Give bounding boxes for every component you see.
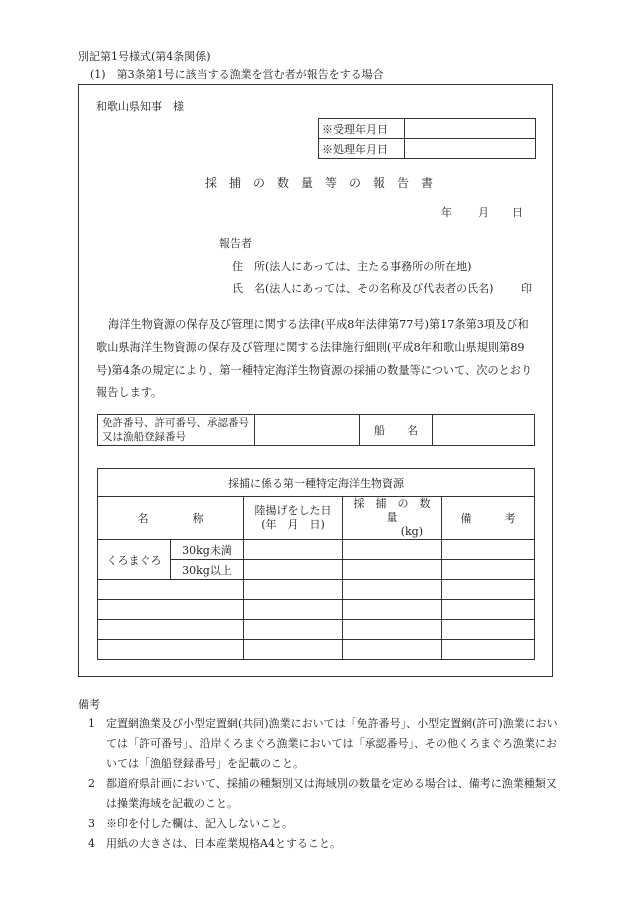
species-name: くろまぐろ	[98, 540, 171, 580]
processed-date-cell[interactable]	[405, 139, 536, 159]
quantity-cell[interactable]	[343, 640, 442, 660]
table-row	[98, 620, 535, 640]
office-use-table	[318, 118, 536, 159]
remarks-cell[interactable]	[442, 580, 535, 600]
year-label: 年	[441, 206, 452, 219]
quantity-header-unit: (kg)	[400, 525, 423, 538]
quantity-cell[interactable]	[343, 540, 442, 560]
landing-date-cell[interactable]	[244, 640, 343, 660]
landing-date-header-label: 陸揚げをした日	[254, 504, 332, 517]
remarks-cell[interactable]	[442, 620, 535, 640]
size-class-under-30kg: 30kg未満	[171, 540, 244, 560]
note-item-4	[88, 834, 558, 854]
remarks-cell[interactable]	[442, 560, 535, 580]
license-number-label: 免許番号、許可番号、承認番号又は漁船登録番号	[98, 415, 255, 446]
ship-name-label: 船 名	[360, 415, 433, 446]
seal-mark: 印	[521, 282, 532, 295]
ship-name-cell[interactable]	[433, 415, 535, 446]
landing-date-header-unit: (年 月 日)	[261, 518, 325, 531]
note-number: 3	[88, 817, 95, 830]
landing-date-cell[interactable]	[244, 580, 343, 600]
addressee: 和歌山県知事 様	[96, 100, 184, 113]
note-text: ※印を付した欄は、記入しないこと。	[106, 817, 293, 830]
document-title: 採 捕 の 数 量 等 の 報 告 書	[205, 176, 434, 190]
license-number-cell[interactable]	[255, 415, 360, 446]
note-number: 4	[88, 837, 95, 850]
report-body-text: 海洋生物資源の保存及び管理に関する法律(平成8年法律第77号)第17条第3項及び和歌山県海洋生物資源の保存及び管理に関する法律施行細則(平成8年和歌山県規則第89号)第4条の規定により、第一種特定海洋生物資源の採捕の数量等について、次のとおり報告します。	[96, 318, 533, 400]
note-item-2	[88, 774, 558, 814]
table-row	[98, 600, 535, 620]
name-cell[interactable]	[98, 620, 244, 640]
section-title: (1) 第3条第1号に該当する漁業を営む者が報告をする場合	[90, 68, 384, 81]
table-row	[98, 540, 535, 560]
quantity-cell[interactable]	[343, 600, 442, 620]
note-number: 2	[88, 777, 95, 790]
day-label: 日	[512, 206, 523, 219]
note-number: 1	[88, 717, 95, 730]
received-date-cell[interactable]	[405, 119, 536, 139]
note-text: 都道府県計画において、採捕の種類別又は海域別の数量を定める場合は、備考に漁業種類又は操業海域を記載のこと。	[106, 777, 557, 810]
name-cell[interactable]	[98, 640, 244, 660]
table-row	[98, 580, 535, 600]
landing-date-cell[interactable]	[244, 540, 343, 560]
license-table	[97, 414, 535, 446]
landing-date-cell[interactable]	[244, 620, 343, 640]
name-cell[interactable]	[98, 600, 244, 620]
name-field-label: 氏 名(法人にあっては、その名称及び代表者の氏名)	[232, 282, 494, 295]
note-item-1	[88, 714, 558, 774]
month-label: 月	[478, 206, 489, 219]
notes-heading: 備考	[78, 698, 100, 711]
name-column-header: 名 称	[98, 497, 244, 540]
remarks-cell[interactable]	[442, 640, 535, 660]
quantity-cell[interactable]	[343, 620, 442, 640]
quantity-cell[interactable]	[343, 560, 442, 580]
landing-date-cell[interactable]	[244, 560, 343, 580]
name-cell[interactable]	[98, 580, 244, 600]
landing-date-cell[interactable]	[244, 600, 343, 620]
quantity-cell[interactable]	[343, 580, 442, 600]
processed-date-label: ※処理年月日	[319, 139, 405, 159]
form-number: 別記第1号様式(第4条関係)	[78, 50, 211, 63]
remarks-header: 備 考	[442, 497, 535, 540]
received-date-label: ※受理年月日	[319, 119, 405, 139]
size-class-over-30kg: 30kg以上	[171, 560, 244, 580]
quantity-header-label: 採 捕 の 数 量	[353, 497, 442, 524]
reporter-label: 報告者	[219, 237, 252, 250]
catch-table	[97, 468, 535, 660]
address-field-label: 住 所(法人にあっては、主たる事務所の所在地)	[232, 260, 472, 273]
landing-date-header	[244, 497, 343, 540]
catch-table-caption: 採捕に係る第一種特定海洋生物資源	[98, 469, 535, 497]
note-text: 定置網漁業及び小型定置網(共同)漁業においては「免許番号」、小型定置網(許可)漁業においては「許可番号」、沿岸くろまぐろ漁業においては「承認番号」、その他くろまぐろ漁業においては「漁船登録番号」を記載のこと。	[106, 717, 558, 770]
note-text: 用紙の大きさは、日本産業規格A4とすること。	[106, 837, 341, 850]
quantity-header	[343, 497, 442, 540]
note-item-3	[88, 814, 558, 834]
remarks-cell[interactable]	[442, 540, 535, 560]
table-row	[98, 640, 535, 660]
remarks-cell[interactable]	[442, 600, 535, 620]
